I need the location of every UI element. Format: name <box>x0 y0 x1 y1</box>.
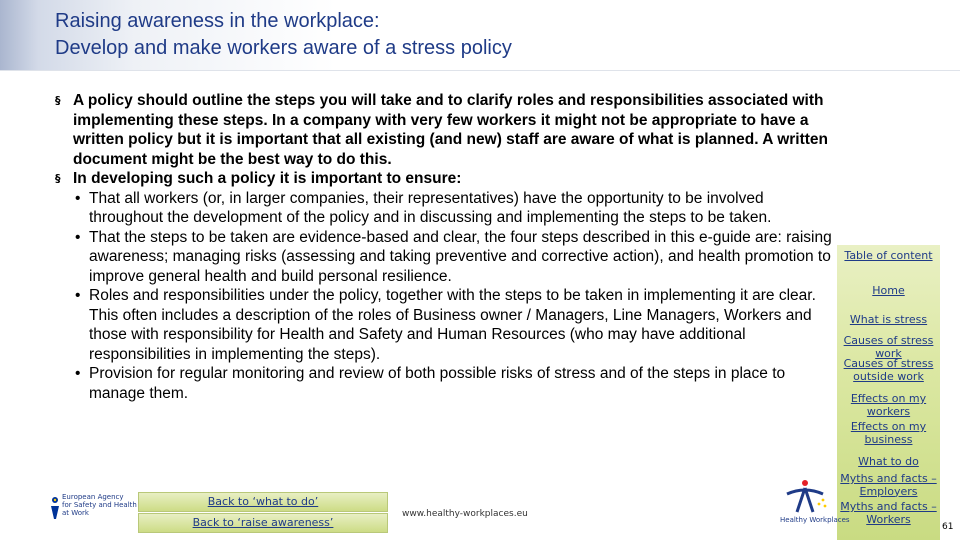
sub-bullet-marker: • <box>75 189 81 207</box>
sub-bullet-evidence-based <box>55 228 835 287</box>
page-number: 61 <box>942 522 954 532</box>
nav-link-what-is-stress[interactable]: What is stress <box>849 313 928 326</box>
sub-bullet-text: That the steps to be taken are evidence-based and clear, the four steps described in this e-guide are: raising awareness; managing risks (assessing and taking preventive and corrective action), and health promotion to improve general health and build personal resilience. <box>89 228 832 285</box>
eu-agency-text-line: at Work <box>62 509 89 517</box>
slide-title <box>55 8 935 62</box>
sub-bullet-text: Provision for regular monitoring and review of both possible risks of stress and of the steps in place to manage them. <box>89 365 786 402</box>
title-line-1: Raising awareness in the workplace: <box>55 10 380 32</box>
bullet-marker: § <box>55 94 61 107</box>
sub-bullet-text: That all workers (or, in larger companies, their representatives) have the opportunity to be involved throughout the development of the policy and in discussing and implementing the steps to be taken. <box>89 189 772 226</box>
navigation-sidebar <box>837 245 940 540</box>
title-line-2: Develop and make workers aware of a stress policy <box>55 37 512 59</box>
sub-bullet-marker: • <box>75 228 81 246</box>
eu-agency-text-line: European Agency <box>62 493 124 501</box>
sub-bullet-marker: • <box>75 287 81 304</box>
sub-bullet-marker: • <box>75 365 81 382</box>
bullet-developing-policy <box>55 169 835 189</box>
sub-bullet-text: Roles and responsibilities under the policy, together with the steps to be taken in implementing it are clear. This often includes a description of the roles of Business owner / Managers, Line Managers, Workers and those with responsibility for Health and Safety and Human Resources (who may have additional responsibilities in implementing the steps). <box>89 287 816 363</box>
back-to-what-to-do-button[interactable]: Back to ‘what to do’ <box>138 492 388 512</box>
sub-bullet-monitoring <box>55 364 835 403</box>
nav-link-effects-on-my-business[interactable]: Effects on my business <box>850 420 927 446</box>
slide-body <box>55 91 835 403</box>
nav-link-effects-on-my-workers[interactable]: Effects on my workers <box>850 392 927 418</box>
sub-bullet-workers-involved <box>55 189 835 228</box>
bullet-text: In developing such a policy it is important to ensure: <box>73 170 462 187</box>
bullet-policy-outline <box>55 91 835 169</box>
nav-link-causes-of-stress-work[interactable]: Causes of stress work <box>843 334 934 360</box>
back-to-raise-awareness-button[interactable]: Back to ‘raise awareness’ <box>138 513 388 533</box>
eu-agency-text <box>62 493 137 517</box>
healthy-workplaces-text: Healthy Workplaces <box>780 516 850 524</box>
nav-link-table-of-content[interactable]: Table of content <box>844 249 933 262</box>
nav-link-home[interactable]: Home <box>872 284 905 297</box>
bullet-text: A policy should outline the steps you will take and to clarify roles and responsibilities associated with implementing these steps. In a company with very few workers it might not be appropriate to have a written policy but it is important that all existing (and new) staff are aware of what is planned. A written document might be the best way to do this. <box>73 92 829 168</box>
eu-agency-text-line: for Safety and Health <box>62 501 137 509</box>
bullet-marker: § <box>55 172 61 185</box>
sub-bullet-roles <box>55 286 835 364</box>
header-divider <box>0 70 960 71</box>
nav-link-myths-facts-employers[interactable]: Myths and facts – Employers <box>840 472 937 498</box>
nav-link-myths-facts-workers[interactable]: Myths and facts – Workers <box>840 500 937 526</box>
nav-link-causes-of-stress-outside-work[interactable]: Causes of stress outside work <box>843 357 934 383</box>
website-url: www.healthy-workplaces.eu <box>402 509 528 519</box>
nav-link-what-to-do[interactable]: What to do <box>858 455 919 468</box>
